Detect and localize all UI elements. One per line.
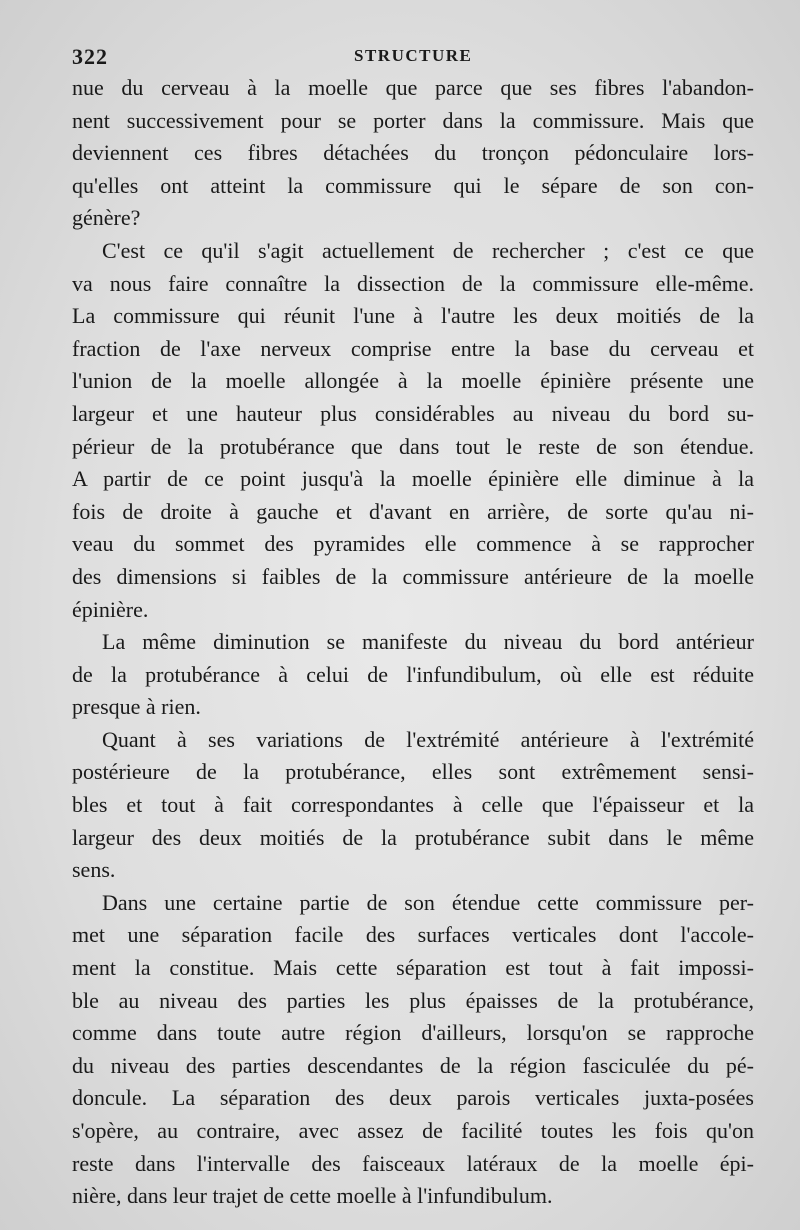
text-line: sens. [72, 857, 116, 883]
text-line: épinière. [72, 596, 149, 622]
page-header [72, 38, 752, 72]
text-line: l'union de la moelle allongée à la moelle épinière présente une [72, 368, 754, 394]
text-line: postérieure de la protubérance, elles sont extrêmement sensi- [72, 759, 754, 785]
text-line: veau du sommet des pyramides elle commence à se rapprocher [72, 531, 754, 557]
text-line: C'est ce qu'il s'agit actuellement de rechercher ; c'est ce que [102, 237, 754, 263]
text-line: du niveau des parties descendantes de la région fasciculée du pé- [72, 1052, 754, 1078]
text-line: qu'elles ont atteint la commissure qui le sépare de son con- [72, 172, 754, 198]
text-line: fraction de l'axe nerveux comprise entre la base du cerveau et [72, 335, 754, 361]
body-text [72, 72, 754, 1213]
running-head: STRUCTURE [354, 46, 473, 65]
text-line: nière, dans leur trajet de cette moelle à l'infundibulum. [72, 1183, 553, 1209]
text-line: de la protubérance à celui de l'infundibulum, où elle est réduite [72, 661, 754, 687]
page-number: 322 [72, 44, 108, 69]
text-line: A partir de ce point jusqu'à la moelle épinière elle diminue à la [72, 466, 754, 492]
text-line: va nous faire connaître la dissection de la commissure elle-même. [72, 270, 754, 296]
text-line: La même diminution se manifeste du niveau du bord antérieur [102, 629, 754, 655]
text-line: comme dans toute autre région d'ailleurs, lorsqu'on se rapproche [72, 1020, 754, 1046]
text-line: ment la constitue. Mais cette séparation est tout à fait impossi- [72, 955, 754, 981]
text-line: génère? [72, 205, 141, 231]
text-line: presque à rien. [72, 694, 201, 720]
text-line: doncule. La séparation des deux parois verticales juxta-posées [72, 1085, 754, 1111]
text-line: La commissure qui réunit l'une à l'autre les deux moitiés de la [72, 303, 754, 329]
text-line: nue du cerveau à la moelle que parce que ses fibres l'abandon- [72, 75, 754, 100]
text-line: met une séparation facile des surfaces verticales dont l'accole- [72, 922, 754, 948]
text-line: fois de droite à gauche et d'avant en arrière, de sorte qu'au ni- [72, 498, 754, 524]
text-line: des dimensions si faibles de la commissure antérieure de la moelle [72, 563, 754, 589]
text-line: périeur de la protubérance que dans tout le reste de son étendue. [72, 433, 754, 459]
text-line: largeur et une hauteur plus considérables au niveau du bord su- [72, 400, 754, 426]
text-line: nent successivement pour se porter dans la commissure. Mais que [72, 107, 754, 133]
text-line: reste dans l'intervalle des faisceaux latéraux de la moelle épi- [72, 1150, 754, 1176]
text-line: s'opère, au contraire, avec assez de facilité toutes les fois qu'on [72, 1118, 754, 1143]
text-line: largeur des deux moitiés de la protubérance subit dans le même [72, 824, 754, 850]
text-line: Quant à ses variations de l'extrémité antérieure à l'extrémité [102, 726, 754, 752]
text-line: bles et tout à fait correspondantes à celle que l'épaisseur et la [72, 792, 754, 818]
text-line: deviennent ces fibres détachées du tronçon pédonculaire lors- [72, 140, 754, 166]
text-line: ble au niveau des parties les plus épaisses de la protubérance, [72, 987, 754, 1013]
text-line: Dans une certaine partie de son étendue cette commissure per- [102, 889, 754, 915]
